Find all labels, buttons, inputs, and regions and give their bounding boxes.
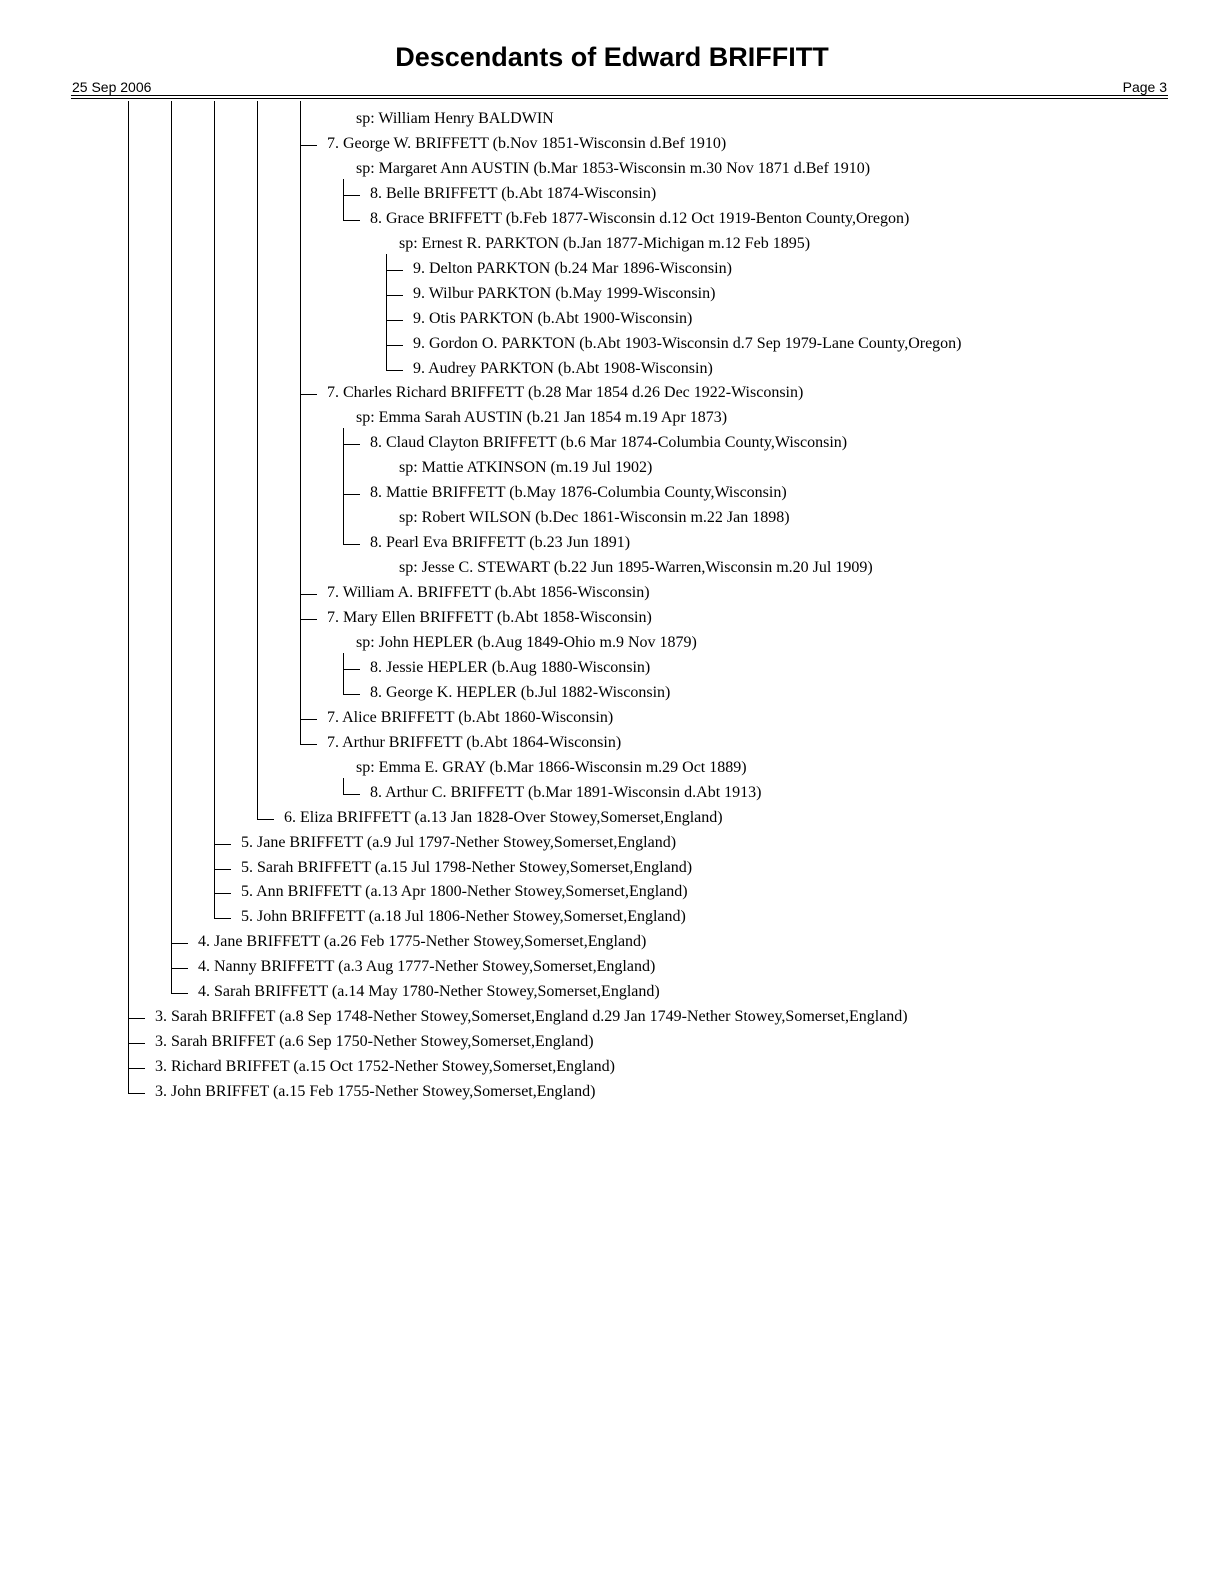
tree-branch bbox=[343, 195, 360, 196]
tree-connector bbox=[386, 254, 387, 371]
spouse-entry: sp: Jesse C. STEWART (b.22 Jun 1895-Warren,Wisconsin m.20 Jul 1909) bbox=[399, 559, 873, 577]
tree-branch bbox=[300, 394, 317, 395]
descendant-entry: 3. John BRIFFET (a.15 Feb 1755-Nether Stowey,Somerset,England) bbox=[155, 1083, 596, 1101]
descendant-entry: 7. Charles Richard BRIFFETT (b.28 Mar 1854 d.26 Dec 1922-Wisconsin) bbox=[327, 384, 804, 402]
tree-branch bbox=[171, 993, 188, 994]
descendant-entry: 9. Delton PARKTON (b.24 Mar 1896-Wisconsin) bbox=[413, 259, 732, 277]
spouse-entry: sp: Margaret Ann AUSTIN (b.Mar 1853-Wisconsin m.30 Nov 1871 d.Bef 1910) bbox=[356, 159, 871, 177]
descendant-entry: 8. Grace BRIFFETT (b.Feb 1877-Wisconsin d.12 Oct 1919-Benton County,Oregon) bbox=[370, 209, 910, 227]
tree-connector bbox=[343, 428, 344, 545]
descendant-entry: 5. John BRIFFETT (a.18 Jul 1806-Nether Stowey,Somerset,England) bbox=[241, 908, 686, 926]
tree-branch bbox=[343, 494, 360, 495]
tree-branch bbox=[257, 819, 274, 820]
descendant-entry: 8. Arthur C. BRIFFETT (b.Mar 1891-Wisconsin d.Abt 1913) bbox=[370, 783, 762, 801]
descendant-entry: 8. Claud Clayton BRIFFETT (b.6 Mar 1874-Columbia County,Wisconsin) bbox=[370, 434, 848, 452]
descendant-entry: 7. Mary Ellen BRIFFETT (b.Abt 1858-Wisconsin) bbox=[327, 609, 652, 626]
spouse-entry: sp: Emma E. GRAY (b.Mar 1866-Wisconsin m.29 Oct 1889) bbox=[356, 758, 747, 776]
descendant-entry: 8. George K. HEPLER (b.Jul 1882-Wisconsin) bbox=[370, 683, 671, 701]
tree-branch bbox=[300, 744, 317, 745]
descendant-entry: 8. Belle BRIFFETT (b.Abt 1874-Wisconsin) bbox=[370, 184, 657, 202]
descendant-entry: 3. Sarah BRIFFET (a.6 Sep 1750-Nether Stowey,Somerset,England) bbox=[155, 1033, 594, 1051]
tree-branch bbox=[300, 145, 317, 146]
tree-branch bbox=[343, 444, 360, 445]
tree-branch bbox=[300, 594, 317, 595]
tree-connector bbox=[300, 101, 301, 745]
tree-branch bbox=[343, 669, 360, 670]
descendant-entry: 9. Wilbur PARKTON (b.May 1999-Wisconsin) bbox=[413, 284, 716, 302]
tree-branch bbox=[343, 794, 360, 795]
tree-branch bbox=[128, 1068, 145, 1069]
tree-branch bbox=[343, 544, 360, 545]
tree-branch bbox=[386, 345, 403, 346]
descendant-entry: 4. Jane BRIFFETT (a.26 Feb 1775-Nether Stowey,Somerset,England) bbox=[198, 933, 647, 951]
tree-branch bbox=[214, 869, 231, 870]
descendant-entry: 7. William A. BRIFFETT (b.Abt 1856-Wisconsin) bbox=[327, 584, 650, 602]
descendant-entry: 8. Pearl Eva BRIFFETT (b.23 Jun 1891) bbox=[370, 534, 631, 552]
tree-branch bbox=[343, 694, 360, 695]
spouse-entry: sp: William Henry BALDWIN bbox=[356, 110, 554, 127]
spouse-entry: sp: Robert WILSON (b.Dec 1861-Wisconsin m.22 Jan 1898) bbox=[399, 509, 790, 527]
tree-branch bbox=[171, 943, 188, 944]
descendant-entry: 5. Sarah BRIFFETT (a.15 Jul 1798-Nether Stowey,Somerset,England) bbox=[241, 858, 693, 876]
tree-branch bbox=[128, 1093, 145, 1094]
tree-branch bbox=[300, 719, 317, 720]
tree-branch bbox=[128, 1018, 145, 1019]
descendant-entry: 9. Gordon O. PARKTON (b.Abt 1903-Wisconsin d.7 Sep 1979-Lane County,Oregon) bbox=[413, 334, 962, 352]
descendant-entry: 9. Otis PARKTON (b.Abt 1900-Wisconsin) bbox=[413, 309, 693, 327]
tree-branch bbox=[214, 918, 231, 919]
tree-connector bbox=[343, 778, 344, 795]
descendant-entry: 5. Ann BRIFFETT (a.13 Apr 1800-Nether Stowey,Somerset,England) bbox=[241, 883, 688, 901]
tree-branch bbox=[171, 968, 188, 969]
descendant-entry: 7. George W. BRIFFETT (b.Nov 1851-Wisconsin d.Bef 1910) bbox=[327, 134, 727, 152]
spouse-entry: sp: Ernest R. PARKTON (b.Jan 1877-Michigan m.12 Feb 1895) bbox=[399, 234, 811, 252]
descendant-entry: 5. Jane BRIFFETT (a.9 Jul 1797-Nether Stowey,Somerset,England) bbox=[241, 833, 677, 851]
descendant-entry: 6. Eliza BRIFFETT (a.13 Jan 1828-Over Stowey,Somerset,England) bbox=[284, 808, 723, 826]
spouse-entry: sp: Mattie ATKINSON (m.19 Jul 1902) bbox=[399, 459, 653, 477]
page-number: Page 3 bbox=[1122, 79, 1167, 95]
spouse-entry: sp: Emma Sarah AUSTIN (b.21 Jan 1854 m.19 Apr 1873) bbox=[356, 409, 728, 427]
tree-connector bbox=[257, 101, 258, 820]
descendant-entry: 9. Audrey PARKTON (b.Abt 1908-Wisconsin) bbox=[413, 359, 713, 377]
tree-branch bbox=[128, 1043, 145, 1044]
tree-branch bbox=[214, 844, 231, 845]
descendant-entry: 7. Arthur BRIFFETT (b.Abt 1864-Wisconsin) bbox=[327, 733, 622, 751]
descendant-entry: 4. Nanny BRIFFETT (a.3 Aug 1777-Nether Stowey,Somerset,England) bbox=[198, 958, 656, 976]
report-date: 25 Sep 2006 bbox=[72, 79, 152, 95]
tree-branch bbox=[214, 893, 231, 894]
descendant-entry: 4. Sarah BRIFFETT (a.14 May 1780-Nether Stowey,Somerset,England) bbox=[198, 983, 660, 1001]
tree-branch bbox=[386, 270, 403, 271]
tree-branch bbox=[343, 220, 360, 221]
tree-branch bbox=[386, 295, 403, 296]
descendant-entry: 3. Richard BRIFFET (a.15 Oct 1752-Nether Stowey,Somerset,England) bbox=[155, 1058, 615, 1076]
descendant-entry: 8. Jessie HEPLER (b.Aug 1880-Wisconsin) bbox=[370, 658, 651, 676]
tree-branch bbox=[386, 320, 403, 321]
tree-connector bbox=[128, 101, 129, 1094]
tree-branch bbox=[386, 370, 403, 371]
page-title: Descendants of Edward BRIFFITT bbox=[395, 42, 829, 72]
descendant-entry: 7. Alice BRIFFETT (b.Abt 1860-Wisconsin) bbox=[327, 708, 614, 726]
tree-connector bbox=[343, 179, 344, 221]
tree-connector bbox=[343, 653, 344, 695]
tree-connector bbox=[171, 101, 172, 994]
descendant-entry: 3. Sarah BRIFFET (a.8 Sep 1748-Nether Stowey,Somerset,England d.29 Jan 1749-Nether Stowey,Somerset,England) bbox=[155, 1008, 908, 1026]
descendant-entry: 8. Mattie BRIFFETT (b.May 1876-Columbia County,Wisconsin) bbox=[370, 484, 787, 502]
tree-connector bbox=[214, 101, 215, 919]
spouse-entry: sp: John HEPLER (b.Aug 1849-Ohio m.9 Nov 1879) bbox=[356, 633, 697, 651]
tree-branch bbox=[300, 619, 317, 620]
